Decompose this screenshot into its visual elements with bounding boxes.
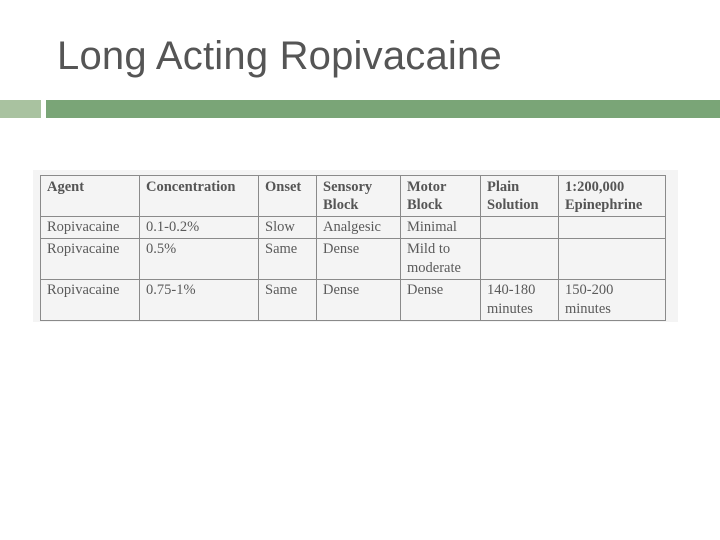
cell-agent: Ropivacaine bbox=[41, 239, 140, 280]
cell-motor-block: Dense bbox=[401, 280, 481, 321]
cell-motor-block: Minimal bbox=[401, 217, 481, 239]
cell-epinephrine bbox=[559, 217, 666, 239]
header-sensory-block: Sensory Block bbox=[317, 176, 401, 217]
cell-agent: Ropivacaine bbox=[41, 280, 140, 321]
accent-bar-right bbox=[46, 100, 720, 118]
table-row bbox=[41, 280, 666, 321]
cell-sensory-block: Analgesic bbox=[317, 217, 401, 239]
cell-epinephrine: 150-200 minutes bbox=[559, 280, 666, 321]
header-onset: Onset bbox=[259, 176, 317, 217]
cell-plain-solution bbox=[481, 239, 559, 280]
table-header-row bbox=[41, 176, 666, 217]
header-motor-block: Motor Block bbox=[401, 176, 481, 217]
cell-sensory-block: Dense bbox=[317, 280, 401, 321]
header-plain-solution: Plain Solution bbox=[481, 176, 559, 217]
cell-onset: Same bbox=[259, 239, 317, 280]
accent-bar-left bbox=[0, 100, 41, 118]
cell-plain-solution: 140-180 minutes bbox=[481, 280, 559, 321]
cell-sensory-block: Dense bbox=[317, 239, 401, 280]
cell-onset: Slow bbox=[259, 217, 317, 239]
cell-motor-block: Mild to moderate bbox=[401, 239, 481, 280]
slide-title: Long Acting Ropivacaine bbox=[57, 34, 502, 78]
cell-concentration: 0.1-0.2% bbox=[140, 217, 259, 239]
ropivacaine-table bbox=[40, 175, 666, 321]
cell-epinephrine bbox=[559, 239, 666, 280]
table-row bbox=[41, 217, 666, 239]
cell-agent: Ropivacaine bbox=[41, 217, 140, 239]
cell-plain-solution bbox=[481, 217, 559, 239]
table-row bbox=[41, 239, 666, 280]
header-epinephrine: 1:200,000 Epinephrine bbox=[559, 176, 666, 217]
header-concentration: Concentration bbox=[140, 176, 259, 217]
cell-concentration: 0.5% bbox=[140, 239, 259, 280]
header-agent: Agent bbox=[41, 176, 140, 217]
cell-onset: Same bbox=[259, 280, 317, 321]
cell-concentration: 0.75-1% bbox=[140, 280, 259, 321]
